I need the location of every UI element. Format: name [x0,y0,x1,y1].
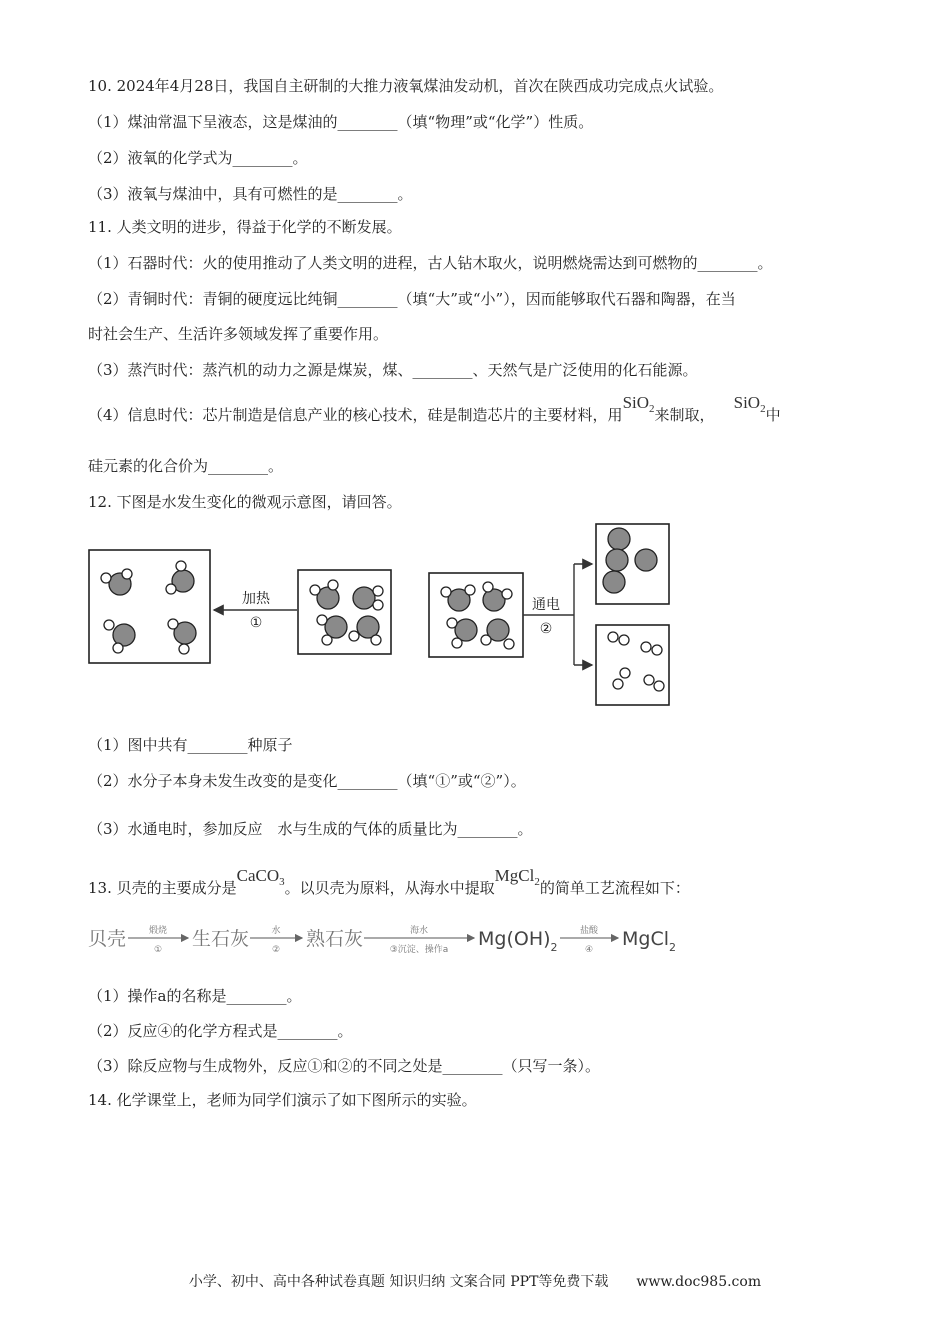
electrolysis-number: ② [539,621,553,637]
q11-part4-text3: 中 [765,406,781,424]
q12-part3: （3）水通电时，参加反应 水与生成的气体的质量比为________。 [88,820,533,838]
electrolysis-label: 通电 [532,597,560,613]
q11-part3: （3）蒸汽时代：蒸汽机的动力之源是煤炭，煤、________、天然气是广泛使用的化石能源。 [88,361,698,379]
flow-step1-label: 煅烧 [148,926,168,936]
q13-part2: （2）反应④的化学方程式是________。 [88,1022,353,1040]
q11-part2b: 时社会生产、生活许多领域发挥了重要作用。 [88,325,389,343]
flow-step4-label: 盐酸 [579,926,599,936]
heating-number: ① [249,615,263,631]
q11-part4-text: （4）信息时代：芯片制造是信息产业的核心技术，硅是制造芯片的主要材料，用 [88,406,623,424]
flow-step2-num: ② [271,945,281,955]
q10-part3: （3）液氧与煤油中，具有可燃性的是________。 [88,185,413,203]
q11-stem: 11. 人类文明的进步，得益于化学的不断发展。 [88,218,402,236]
caco3-formula: CaCO$_3$ [236,866,285,888]
q13-part1: （1）操作a的名称是________。 [88,987,302,1005]
flow-step4-num: ④ [584,945,594,955]
q13-part3: （3）除反应物与生成物外，反应①和②的不同之处是________（只写一条）。 [88,1057,601,1075]
flow-step3-num: ③沉淀、操作a [389,945,449,955]
page-footer: 小学、初中、高中各种试卷真题 知识归纳 文案合同 PPT等免费下载 www.doc985.com [188,1274,762,1290]
flow-mgoh2: $Mg(OH)_2$ [478,928,558,954]
flow-quicklime: 生石灰 [192,928,250,950]
q12-part2: （2）水分子本身未发生改变的是变化________（填“①”或“②”）。 [88,772,526,790]
flow-step2-label: 水 [271,926,281,936]
flow-slakedlime: 熟石灰 [306,928,364,950]
q12-stem: 12. 下图是水发生变化的微观示意图，请回答。 [88,493,402,511]
q11-part4-text2: 来制取， [654,406,715,424]
flow-mgcl2: MgCl$_2$ [622,928,676,954]
q13-stem: 13. 贝壳的主要成分是CaCO$_3$。以贝壳为原料，从海水中提取MgCl$_2$的简单工艺流程如下： [88,866,690,897]
q10-stem: 10. 2024年4月28日，我国自主研制的大推力液氧煤油发动机，首次在陕西成功完成点火试验。 [88,77,724,95]
flow-shell: 贝壳 [88,928,127,950]
flow-step1-num: ① [153,945,163,955]
q11-part2a: （2）青铜时代：青铜的硬度远比纯铜________（填“大”或“小”），因而能够取代石器和陶器，在当 [88,290,736,308]
sio2-formula: SiO$_2$ [622,393,655,415]
mgcl2-formula: MgCl$_2$ [494,866,540,888]
q12-part1: （1）图中共有________种原子 [88,736,293,754]
q10-part2: （2）液氧的化学式为________。 [88,149,308,167]
q14-stem: 14. 化学课堂上，老师为同学们演示了如下图所示的实验。 [88,1091,477,1109]
sio2-formula-2: SiO$_2$ [733,393,766,415]
q11-part1: （1）石器时代：火的使用推动了人类文明的进程，古人钻木取火，说明燃烧需达到可燃物的________。 [88,254,773,272]
flow-step3-label: 海水 [409,926,429,936]
q11-part4d: 硅元素的化合价为________。 [88,457,284,475]
heating-label: 加热 [242,591,270,607]
q10-part1: （1）煤油常温下呈液态，这是煤油的________（填“物理”或“化学”）性质。 [88,113,594,131]
